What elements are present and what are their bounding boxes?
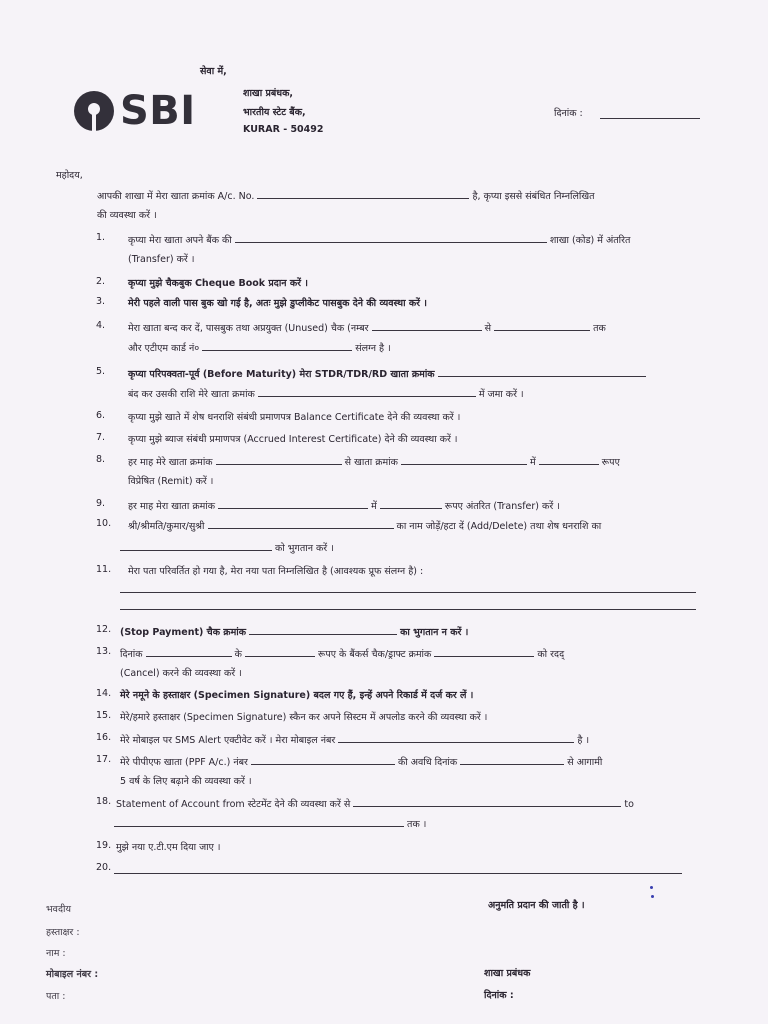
item-12-number: 12. xyxy=(96,624,112,635)
payee-name-field[interactable] xyxy=(120,540,272,551)
item-8-text-c: में xyxy=(530,457,536,468)
remit-to-account-field[interactable] xyxy=(401,454,527,465)
term-deposit-account-field[interactable] xyxy=(438,366,646,377)
item-14-number: 14. xyxy=(96,688,112,699)
item-5-number: 5. xyxy=(96,366,106,377)
item-5-line-2 xyxy=(128,386,524,400)
other-request-field[interactable] xyxy=(114,873,682,874)
item-4-line-2 xyxy=(128,340,391,354)
ink-mark xyxy=(651,895,654,898)
item-12-text-b: का भुगतान न करें । xyxy=(400,627,469,638)
item-6-number: 6. xyxy=(96,410,106,421)
intro-text-1: आपकी शाखा में मेरा खाता क्रमांक A/c. No. xyxy=(97,191,255,202)
stop-payment-cheque-field[interactable] xyxy=(249,624,397,635)
item-16-text-a: मेरे मोबाइल पर SMS Alert एक्टीवेट करें । मेरा मोबाइल नंबर xyxy=(120,735,336,746)
new-address-line-1[interactable] xyxy=(120,592,696,593)
joint-holder-name-field[interactable] xyxy=(208,518,394,529)
item-19-number: 19. xyxy=(96,840,112,851)
item-10-text-b: का नाम जोड़ें/हटा दें (Add/Delete) तथा शेष धनराशि का xyxy=(396,521,602,532)
item-17-text-d: 5 वर्ष के लिए बढ़ाने की व्यवस्था करें । xyxy=(120,776,252,787)
mobile-label: मोबाइल नंबर : xyxy=(46,969,99,980)
item-10-text-c: को भुगतान करें । xyxy=(275,543,334,554)
item-10-line-2 xyxy=(120,540,334,554)
item-9-text-a: हर माह मेरा खाता क्रमांक xyxy=(128,501,216,512)
item-17-text-a: मेरे पीपीएफ खाता (PPF A/c.) नंबर xyxy=(120,757,248,768)
item-16-text-b: है । xyxy=(577,735,590,746)
item-5-text-b: बंद कर उसकी राशि मेरे खाता क्रमांक xyxy=(128,389,255,400)
draft-number-field[interactable] xyxy=(434,646,534,657)
item-11-number: 11. xyxy=(96,564,112,575)
item-4-text-d: और एटीएम कार्ड नं० xyxy=(128,343,200,354)
name-label: नाम : xyxy=(46,948,66,959)
item-17-text-b: की अवधि दिनांक xyxy=(398,757,458,768)
item-17-text-c: से आगामी xyxy=(567,757,603,768)
item-4-line-1 xyxy=(128,320,606,334)
item-4-text-c: तक xyxy=(593,323,606,334)
address-line-2: भारतीय स्टेट बैंक, xyxy=(243,107,306,118)
item-13-number: 13. xyxy=(96,646,112,657)
remit-from-account-field[interactable] xyxy=(216,454,342,465)
item-3-number: 3. xyxy=(96,296,106,307)
item-1-text-a: कृप्या मेरा खाता अपने बैंक की xyxy=(128,235,232,246)
permission-granted: अनुमति प्रदान की जाती है । xyxy=(488,900,585,911)
draft-amount-field[interactable] xyxy=(245,646,315,657)
item-20-number: 20. xyxy=(96,862,112,873)
item-12-line xyxy=(120,624,468,638)
transfer-amount-field[interactable] xyxy=(380,498,442,509)
intro-text-3: की व्यवस्था करें । xyxy=(97,210,157,221)
intro-text-2: है, कृप्या इससे संबंधित निम्नलिखित xyxy=(472,191,595,202)
item-14-text: मेरे नमूने के हस्ताक्षर (Specimen Signature) बदल गए हैं, इन्हें अपने रिकार्ड में दर्ज कर लें । xyxy=(120,690,474,701)
item-4-number: 4. xyxy=(96,320,106,331)
item-1-number: 1. xyxy=(96,232,106,243)
sbi-keyhole-icon xyxy=(72,89,116,133)
item-8-text-d: रूपए xyxy=(601,457,620,468)
item-13-text-b: के xyxy=(234,649,242,660)
item-4-text-e: संलग्न है । xyxy=(355,343,391,354)
item-4-text-a: मेरा खाता बन्द कर दें, पासबुक तथा अप्रयुक्त (Unused) चैक (नम्बर xyxy=(128,323,369,334)
item-1-line-1 xyxy=(128,232,630,246)
new-address-line-2[interactable] xyxy=(120,609,696,610)
item-7-number: 7. xyxy=(96,432,106,443)
mobile-number-field[interactable] xyxy=(338,732,574,743)
ink-mark xyxy=(650,886,653,889)
item-18-text-a: Statement of Account from स्टेटमेंट देने की व्यवस्था करें से xyxy=(116,799,351,810)
item-5-line-1 xyxy=(128,366,646,380)
item-13-text-e: (Cancel) करने की व्यवस्था करें । xyxy=(120,668,242,679)
item-12-text-a: (Stop Payment) चैक क्रमांक xyxy=(120,627,247,638)
remit-amount-field[interactable] xyxy=(539,454,599,465)
item-2-number: 2. xyxy=(96,276,106,287)
account-number-field[interactable] xyxy=(257,188,469,199)
item-18-line-1 xyxy=(116,796,634,810)
atm-card-number-field[interactable] xyxy=(202,340,352,351)
address-line-1: शाखा प्रबंधक, xyxy=(243,88,294,99)
item-17-number: 17. xyxy=(96,754,112,765)
branch-manager-label: शाखा प्रबंधक xyxy=(484,968,531,979)
yours-faithfully: भवदीय xyxy=(46,904,71,915)
item-1-text-c: (Transfer) करें । xyxy=(128,254,195,265)
item-18-text-c: तक । xyxy=(407,819,427,830)
address-label: पता : xyxy=(46,991,66,1002)
item-16-line xyxy=(120,732,589,746)
item-5-text-c: में जमा करें । xyxy=(478,389,524,400)
address-line-3: KURAR - 50492 xyxy=(243,124,324,135)
item-18-line-2 xyxy=(114,816,426,830)
statement-from-field[interactable] xyxy=(353,796,621,807)
salutation-to: सेवा में, xyxy=(200,66,227,77)
item-11-text: मेरा पता परिवर्तित हो गया है, मेरा नया पता निम्नलिखित है (आवश्यक प्रूफ संलग्न है) : xyxy=(128,566,424,577)
item-3-text: मेरी पहले वाली पास बुक खो गई है, अतः मुझे डुप्लीकेट पासबुक देने की व्यवस्था करें । xyxy=(128,298,427,309)
ppf-date-field[interactable] xyxy=(460,754,564,765)
item-9-number: 9. xyxy=(96,498,106,509)
item-15-text: मेरे/हमारे हस्ताक्षर (Specimen Signature) स्कैन कर अपने सिस्टम में अपलोड करने की व्यवस्था करें । xyxy=(120,712,488,723)
sbi-brand-text: SBI xyxy=(120,88,196,134)
ppf-account-field[interactable] xyxy=(251,754,395,765)
item-6-text: कृप्या मुझे खाते में शेष धनराशि संबंधी प्रमाणपत्र Balance Certificate देने की व्यवस्था करें । xyxy=(128,412,461,423)
item-9-text-b: में xyxy=(371,501,377,512)
item-10-number: 10. xyxy=(96,518,112,529)
signature-label: हस्ताक्षर : xyxy=(46,927,80,938)
item-18-text-b: to xyxy=(624,799,634,810)
item-8-text-e: विप्रेषित (Remit) करें । xyxy=(128,476,214,487)
date-field[interactable] xyxy=(600,118,700,119)
item-9-text-c: रूपए अंतरित (Transfer) करें । xyxy=(444,501,560,512)
item-13-text-a: दिनांक xyxy=(120,649,143,660)
item-8-text-b: से खाता क्रमांक xyxy=(344,457,398,468)
item-5-text-a: कृप्या परिपक्वता-पूर्व (Before Maturity) मेरा STDR/TDR/RD खाता क्रमांक xyxy=(128,369,435,380)
item-8-line-1 xyxy=(128,454,620,468)
item-1-text-b: शाखा (कोड) में अंतरित xyxy=(549,235,631,246)
cheque-from-field[interactable] xyxy=(372,320,482,331)
item-2-text: कृप्या मुझे चैकबुक Cheque Book प्रदान करें । xyxy=(128,278,308,289)
greeting: महोदय, xyxy=(56,170,83,181)
sbi-logo xyxy=(72,88,196,138)
item-10-line-1 xyxy=(128,518,601,532)
item-4-text-b: से xyxy=(484,323,492,334)
item-17-line-1 xyxy=(120,754,602,768)
item-15-number: 15. xyxy=(96,710,112,721)
item-8-number: 8. xyxy=(96,454,106,465)
credit-account-field[interactable] xyxy=(258,386,476,397)
date-label: दिनांक : xyxy=(554,108,583,119)
transfer-account-field[interactable] xyxy=(218,498,368,509)
manager-date-label: दिनांक : xyxy=(484,990,514,1001)
cheque-to-field[interactable] xyxy=(494,320,590,331)
item-8-text-a: हर माह मेरे खाता क्रमांक xyxy=(128,457,213,468)
item-19-text: मुझे नया ए.टी.एम दिया जाए । xyxy=(116,842,221,853)
item-13-text-d: को रदद् xyxy=(537,649,565,660)
draft-date-field[interactable] xyxy=(146,646,232,657)
item-13-line-1 xyxy=(120,646,564,660)
item-16-number: 16. xyxy=(96,732,112,743)
intro-line xyxy=(97,188,595,202)
item-10-text-a: श्री/श्रीमति/कुमार/सुश्री xyxy=(128,521,205,532)
branch-name-field[interactable] xyxy=(235,232,547,243)
item-9-line xyxy=(128,498,560,512)
statement-to-field[interactable] xyxy=(114,816,404,827)
item-7-text: कृप्या मुझे ब्याज संबंधी प्रमाणपत्र (Accrued Interest Certificate) देने की व्यवस्था करें । xyxy=(128,434,458,445)
item-13-text-c: रूपए के बैंकर्स चैक/ड्राफ्ट क्रमांक xyxy=(317,649,432,660)
item-18-number: 18. xyxy=(96,796,112,807)
